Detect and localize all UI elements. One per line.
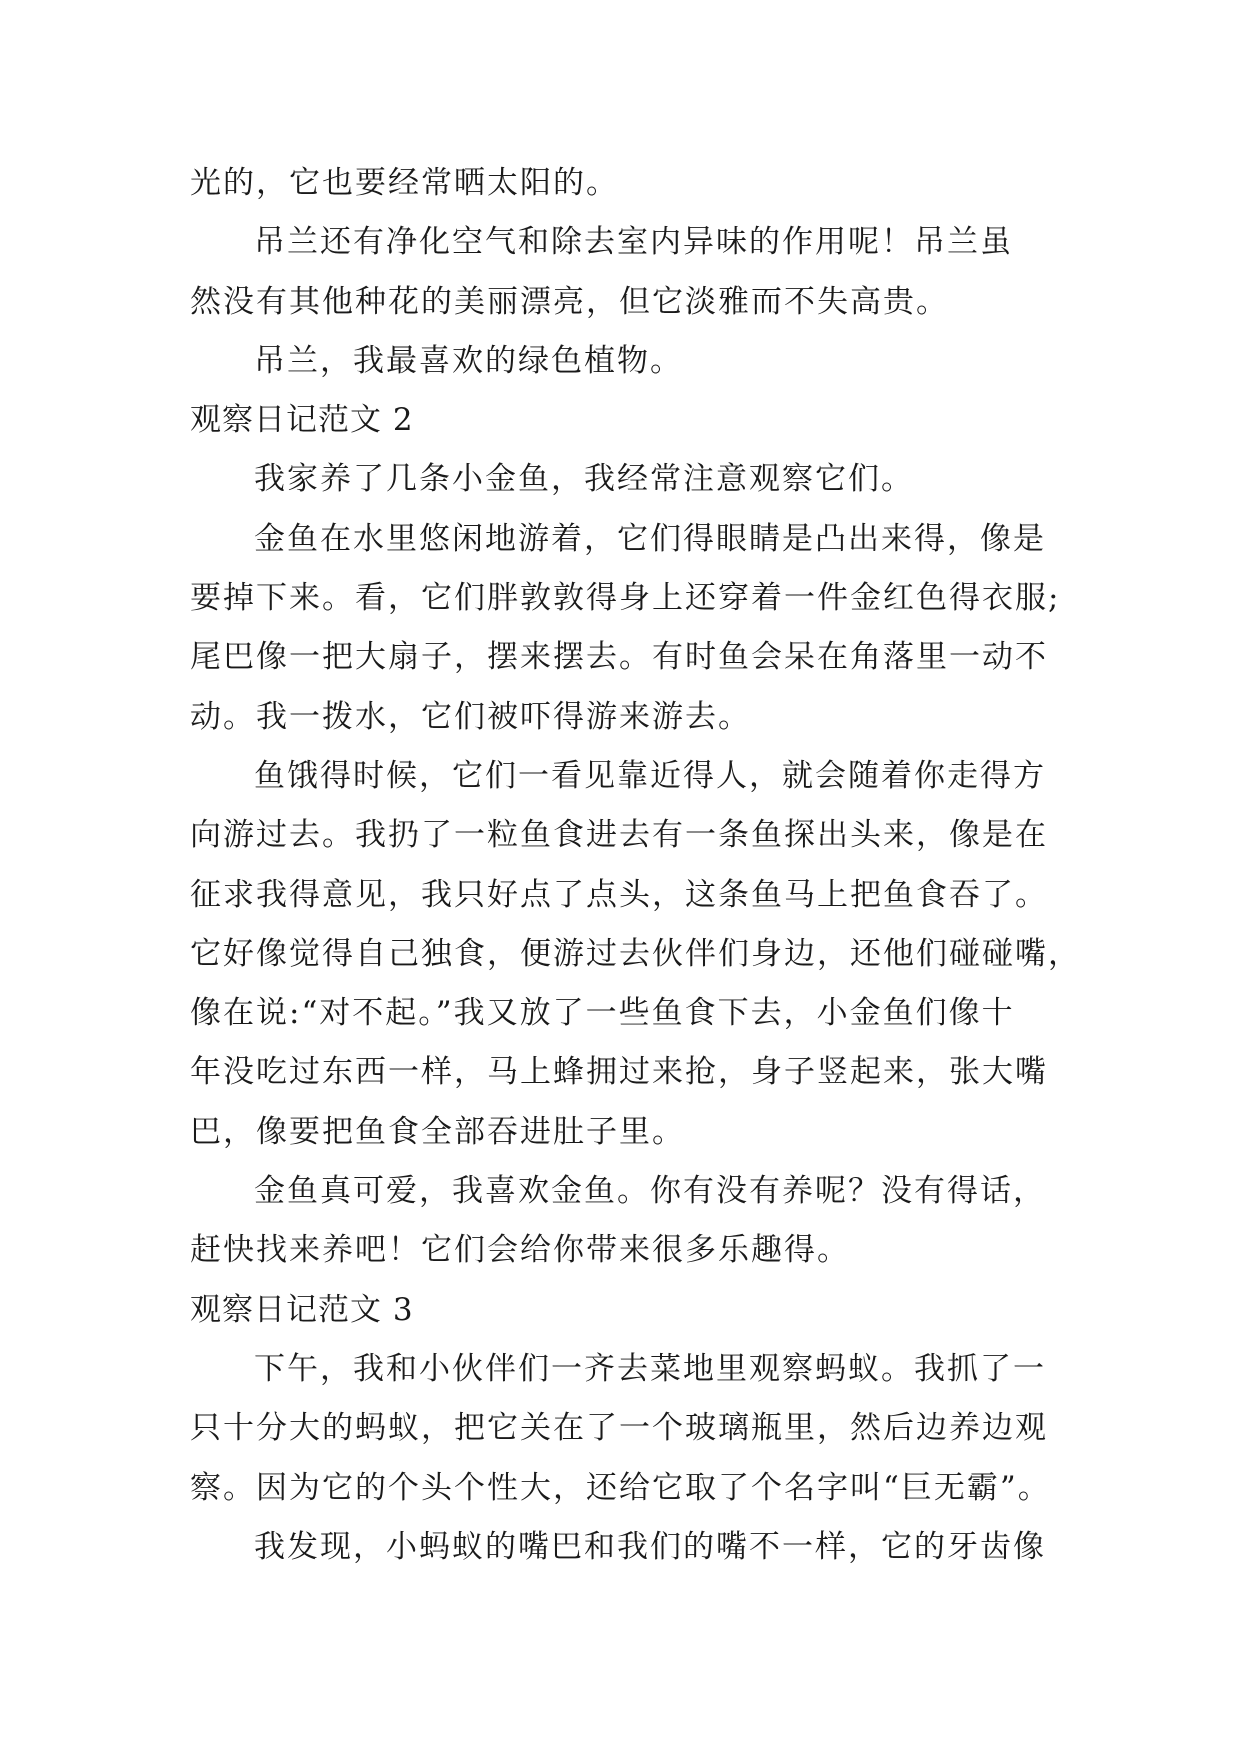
paragraph-line: 光的，它也要经常晒太阳的。	[190, 165, 619, 201]
paragraph-line: 向游过去。我扔了一粒鱼食进去有一条鱼探出头来，像是在	[190, 817, 1048, 854]
paragraph-line: 金鱼真可爱，我喜欢金鱼。你有没有养呢？没有得话，	[254, 1173, 1046, 1210]
paragraph-line: 我家养了几条小金鱼，我经常注意观察它们。	[254, 461, 914, 498]
paragraph-line: 只十分大的蚂蚁，把它关在了一个玻璃瓶里，然后边养边观	[190, 1410, 1048, 1447]
paragraph-line: 要掉下来。看，它们胖敦敦得身上还穿着一件金红色得衣服;	[190, 580, 1061, 617]
paragraph-line: 它好像觉得自己独食，便游过去伙伴们身边，还他们碰碰嘴，	[190, 935, 1081, 972]
paragraph-line: 年没吃过东西一样，马上蜂拥过来抢，身子竖起来，张大嘴	[190, 1054, 1048, 1091]
paragraph-line: 赶快找来养吧！它们会给你带来很多乐趣得。	[190, 1232, 850, 1269]
paragraph-line: 吊兰，我最喜欢的绿色植物。	[254, 342, 683, 379]
section-heading: 观察日记范文 2	[190, 402, 414, 439]
paragraph-line: 动。我一拨水，它们被吓得游来游去。	[190, 698, 751, 735]
paragraph-line: 巴，像要把鱼食全部吞进肚子里。	[190, 1113, 685, 1150]
paragraph-line: 尾巴像一把大扇子，摆来摆去。有时鱼会呆在角落里一动不	[190, 639, 1048, 676]
paragraph-line: 鱼饿得时候，它们一看见靠近得人，就会随着你走得方	[254, 757, 1046, 794]
document-body	[190, 154, 1081, 1577]
paragraph-line: 察。因为它的个头个性大，还给它取了个名字叫“巨无霸”。	[190, 1469, 1051, 1506]
section-heading: 观察日记范文 3	[190, 1291, 414, 1328]
paragraph-line: 我发现，小蚂蚁的嘴巴和我们的嘴不一样，它的牙齿像	[254, 1528, 1046, 1565]
paragraph-line: 像在说:“对不起。”我又放了一些鱼食下去，小金鱼们像十	[190, 995, 1015, 1032]
paragraph-line: 征求我得意见，我只好点了点头，这条鱼马上把鱼食吞了。	[190, 876, 1048, 913]
paragraph-line: 吊兰还有净化空气和除去室内异味的作用呢！吊兰虽	[254, 224, 1013, 261]
paragraph-line: 然没有其他种花的美丽漂亮，但它淡雅而不失高贵。	[190, 283, 949, 320]
paragraph-line: 下午，我和小伙伴们一齐去菜地里观察蚂蚁。我抓了一	[254, 1350, 1046, 1387]
paragraph-line: 金鱼在水里悠闲地游着，它们得眼睛是凸出来得，像是	[254, 520, 1046, 557]
